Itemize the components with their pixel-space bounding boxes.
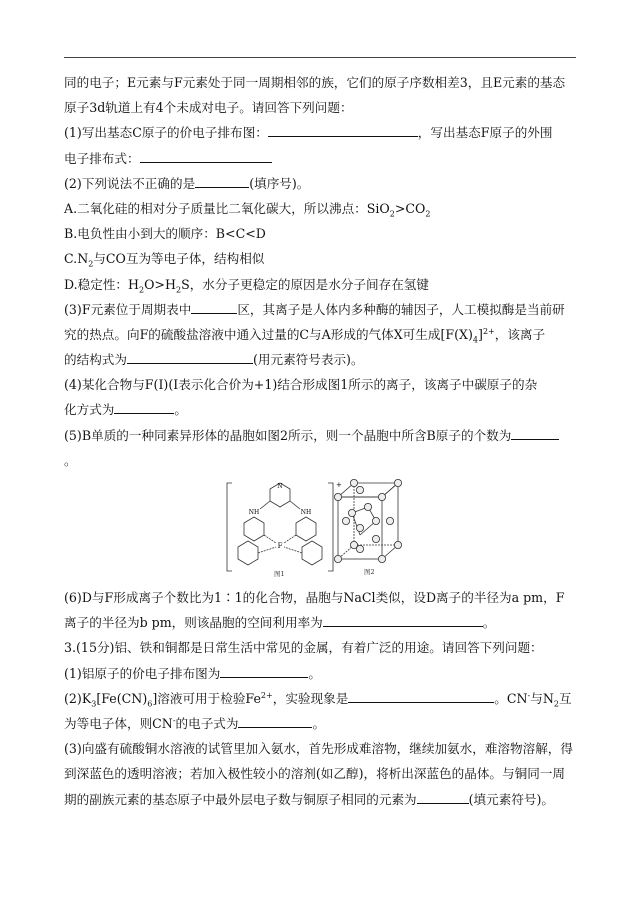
- text: (填元素符号)。: [468, 791, 555, 807]
- text: (2)下列说法不正确的是: [64, 175, 196, 191]
- answer-blank[interactable]: [220, 663, 308, 678]
- figures-row: [64, 473, 580, 585]
- figure-1-complex-ion: [224, 477, 342, 577]
- text: (1)铝原子的价电子排布图为: [64, 665, 221, 681]
- figure-caption: 图2: [364, 568, 375, 576]
- text: 同的电子；E元素与F元素处于同一周期相邻的族，它们的原子序数相差3，且E元素的基态: [64, 75, 566, 90]
- text: ，写出基态F原子的外围: [417, 125, 553, 141]
- question-3-2-line: [64, 686, 580, 711]
- subscript: 2: [425, 209, 431, 219]
- text: (用元素符号表示)。: [252, 352, 364, 368]
- subscript: 6: [147, 699, 153, 709]
- text: 。: [482, 615, 496, 631]
- text: (4)某化合物与F(Ⅰ)(Ⅰ表示化合价为+1)结合形成图1所示的离子，该离子中碳原子的杂: [64, 377, 538, 393]
- text: 互: [558, 690, 572, 706]
- subscript: 2: [88, 259, 94, 269]
- text: 3.(15分)铝、铁和铜都是日常生活中常见的金属，有着广泛的用途。请回答下列问题：: [64, 640, 543, 656]
- problem-3-heading: [64, 635, 580, 660]
- answer-blank[interactable]: [195, 173, 249, 188]
- question-2-line: [64, 171, 580, 196]
- text: 与N: [530, 690, 554, 706]
- superscript: 2+: [482, 326, 495, 336]
- text: 期的副族元素的基态原子中最外层电子数与铜原子相同的元素为: [64, 791, 417, 807]
- text: 。: [308, 665, 321, 681]
- answer-blank[interactable]: [238, 713, 312, 728]
- question-1-line: [64, 120, 580, 145]
- text: 原子3d轨道上有4个未成对电子。请回答下列问题：: [64, 100, 353, 116]
- text: 为等电子体，则CN: [64, 715, 173, 731]
- text: 。CN: [494, 690, 528, 706]
- question-3-3-line: [64, 736, 580, 761]
- text: (2)K: [64, 690, 92, 706]
- option-d: [64, 272, 580, 297]
- text: 的电子式为: [175, 715, 239, 731]
- text: ]: [478, 326, 483, 342]
- text: 离子的半径为b pm，则该晶胞的空间利用率为: [64, 615, 323, 631]
- answer-blank[interactable]: [191, 299, 237, 314]
- answer-blank[interactable]: [140, 148, 272, 163]
- answer-blank[interactable]: [127, 349, 253, 364]
- figure-2-crystal-cell: [332, 477, 404, 577]
- text-line: [64, 448, 580, 473]
- question-3-1-line: [64, 661, 580, 686]
- text-line: [64, 787, 580, 812]
- text: 。: [174, 402, 187, 418]
- question-3-line: [64, 297, 580, 322]
- text: ]溶液可用于检验Fe: [152, 690, 261, 706]
- subscript: 2: [389, 209, 395, 219]
- text: [Fe(CN): [96, 690, 148, 706]
- text: C.N: [64, 251, 89, 267]
- text: 到深蓝色的透明溶液；若加入极性较小的溶剂(如乙醇)，将析出深蓝色的晶体。与铜同一周: [64, 766, 565, 782]
- question-5-line: [64, 423, 580, 448]
- text: (1)写出基态C原子的价电子排布图：: [64, 125, 268, 141]
- superscript: -: [172, 715, 176, 725]
- option-a: [64, 196, 580, 221]
- text: 电子排布式：: [64, 150, 140, 166]
- answer-blank[interactable]: [114, 399, 174, 414]
- question-6-line: [64, 585, 580, 610]
- text: O>H: [144, 276, 176, 292]
- atom-label: F: [277, 542, 283, 550]
- subscript: 2: [139, 285, 145, 295]
- text: (6)D与F形成离子个数比为1∶1的化合物，晶胞与NaCl类似，设D离子的半径为a pm，F: [64, 590, 565, 605]
- text: 。: [312, 715, 326, 731]
- subscript: 4: [472, 335, 479, 345]
- text: 区，其离子是人体内多种酶的辅因子，人工模拟酶是当前研: [237, 301, 565, 317]
- subscript: 2: [553, 699, 559, 709]
- text-line: [64, 70, 580, 95]
- atom-label: NH: [300, 509, 312, 516]
- text-line: [64, 610, 580, 635]
- text: S，水分子更稳定的原因是水分子间存在氢键: [181, 276, 429, 292]
- atom-label: N: [277, 483, 283, 490]
- text-line: [64, 146, 580, 171]
- text: D.稳定性：H: [64, 276, 140, 292]
- text-line: [64, 322, 580, 347]
- answer-blank[interactable]: [417, 789, 469, 804]
- subscript: 3: [91, 699, 97, 709]
- text: ，实验现象是: [272, 690, 349, 706]
- superscript: -: [527, 690, 531, 700]
- answer-blank[interactable]: [511, 425, 559, 440]
- text: (填序号)。: [249, 175, 310, 191]
- text-line: [64, 711, 580, 736]
- answer-blank[interactable]: [348, 688, 494, 703]
- text: >CO: [394, 200, 426, 216]
- question-4-line: [64, 372, 580, 397]
- text-line: [64, 761, 580, 786]
- answer-blank[interactable]: [323, 612, 483, 627]
- text-line: [64, 95, 580, 120]
- atom-label: NH: [248, 509, 260, 516]
- text: B.电负性由小到大的顺序：B<C<D: [64, 226, 266, 242]
- charge-label: +: [336, 481, 342, 489]
- text: (3)向盛有硫酸铜水溶液的试管里加入氨水，首先形成难溶物，继续加氨水，难溶物溶解，得: [64, 741, 573, 757]
- answer-blank[interactable]: [268, 122, 418, 137]
- text: 的结构式为: [64, 352, 127, 368]
- option-c: [64, 246, 580, 271]
- option-b: [64, 221, 580, 246]
- superscript: 2+: [260, 690, 273, 700]
- text: 。: [64, 452, 77, 468]
- text: A.二氧化硅的相对分子质量比二氧化碳大，所以沸点：SiO: [64, 200, 390, 216]
- text: 究的热点。向F的硫酸盐溶液中通入过量的C与A形成的气体X可生成[F(X): [64, 326, 473, 342]
- text: 与CO互为等电子体，结构相似: [93, 251, 265, 267]
- document-body: [64, 70, 580, 812]
- text-line: [64, 347, 580, 372]
- text: 化方式为: [64, 402, 115, 418]
- figure-caption: 图1: [274, 570, 285, 577]
- text: (3)F元素位于周期表中: [64, 301, 192, 317]
- text: ，该离子: [494, 326, 546, 342]
- header-rule: [64, 57, 576, 58]
- text-line: [64, 397, 580, 422]
- subscript: 2: [175, 285, 182, 295]
- text: (5)B单质的一种同素异形体的晶胞如图2所示，则一个晶胞中所含B原子的个数为: [64, 427, 512, 443]
